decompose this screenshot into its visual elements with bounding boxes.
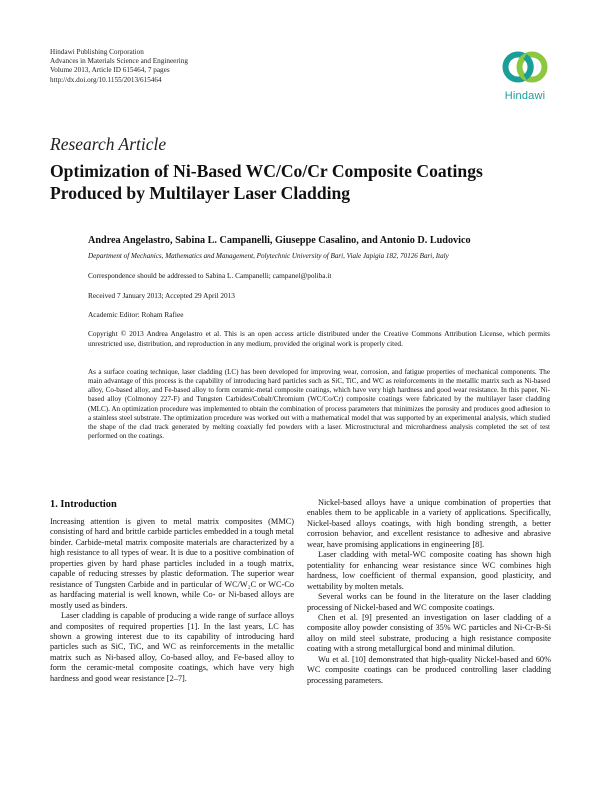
paragraph: Chen et al. [9] presented an investigation on laser cladding of a composite alloy powder consisting of 35% WC particles and Ni-Cr-B-Si alloy on mild steel substrate, producing a high resistance composite coating with a strong metallurgical bond and minimal dilution.	[307, 612, 551, 654]
academic-editor: Academic Editor: Roham Rafiee	[88, 310, 184, 319]
article-type: Research Article	[50, 134, 167, 154]
copyright-notice: Copyright © 2013 Andrea Angelastro et al. This is an open access article distributed under the Creative Commons Attribution License, which permits unrestricted use, distribution, and reproduction in any medium, provided the original work is properly cited.	[88, 329, 550, 348]
affiliation: Department of Mechanics, Mathematics and Management, Polytechnic University of Bari, Viale Japigia 182, 70126 Bari, Italy	[88, 252, 449, 260]
author-list: Andrea Angelastro, Sabina L. Campanelli, Giuseppe Casalino, and Antonio D. Ludovico	[88, 235, 471, 246]
hindawi-logo-text: Hindawi	[504, 90, 546, 102]
paragraph: Wu et al. [10] demonstrated that high-quality Nickel-based and 60% WC composite coatings can be produced controlling laser cladding processing parameters.	[307, 654, 551, 685]
paper-title: Optimization of Ni-Based WC/Co/Cr Composite Coatings Produced by Multilayer Laser Cladding	[50, 161, 483, 203]
paragraph: Laser cladding is capable of producing a wide range of surface alloys and composites of required properties [1]. In the last years, LC has shown a growing interest due to its capability of introducing hard particles such as SiC, TiC, and WC as reinforcements in the metallic matrix such as Ni-based alloy, Co-based alloy, and Fe-based alloy to form the ceramic-metal composite coatings, which have very high hardness and good wear resistance [2–7].	[50, 611, 294, 683]
paragraph: Several works can be found in the literature on the laser cladding processing of Nickel-based and WC composite coatings.	[307, 592, 551, 612]
body-column-left	[50, 517, 294, 684]
paragraph: Laser cladding with metal-WC composite coating has shown high potentiality for enhancing wear resistance since WC combines high hardness, low coefficient of thermal expansion, good plasticity, and wettability by molten metals.	[307, 550, 551, 591]
paragraph: Increasing attention is given to metal matrix composites (MMC) consisting of hard and brittle carbide particles embedded in a tough metal binder. Carbide-metal matrix composite materials are characterized by a high resistance to all types of wear. It is due to a positive combination of properties given by hard phase particles included in a tough matrix, capable of reducing stresses by plastic deformation. The superior wear resistance of Tungsten Carbide and in particular of WC/W₂C or WC-Co as hardfacing material is well known, while Co- or Ni-based alloys are mostly used as binders.	[50, 517, 294, 610]
body-column-right	[307, 498, 551, 686]
hindawi-logo-icon	[497, 48, 553, 86]
correspondence: Correspondence should be addressed to Sabina L. Campanelli; campanel@poliba.it	[88, 271, 332, 280]
journal-name-line: Advances in Materials Science and Engineering	[50, 57, 188, 66]
paragraph: Nickel-based alloys have a unique combination of properties that enables them to be applicable in a variety of applications. Specifically, Nickel-based alloys coatings, with high bonding strength, a better corrosion behavior, and excellent resistance to adhesive and abrasive wear, have promising applications in engineering [8].	[307, 498, 551, 549]
doi-line[interactable]: http://dx.doi.org/10.1155/2013/615464	[50, 75, 162, 84]
volume-line: Volume 2013, Article ID 615464, 7 pages	[50, 66, 170, 75]
hindawi-logo	[497, 48, 553, 102]
publisher-line: Hindawi Publishing Corporation	[50, 48, 144, 56]
abstract: As a surface coating technique, laser cladding (LC) has been developed for improving wear, corrosion, and fatigue properties of mechanical components. The main advantage of this process is the capability of introducing hard particles such as SiC, TiC, and WC as reinforcements in the metallic matrix such as Ni-based alloy, Co-based alloy, and Fe-based alloy to form ceramic-metal composite coatings, which have very high hardness and good wear resistance. In this paper, Ni-based alloy (Colmonoy 227-F) and Tungsten Carbides/Cobalt/Chromium (WC/Co/Cr) composite coatings were fabricated by the multilayer laser cladding (MLC). An optimization procedure was implemented to obtain the combination of process parameters that minimizes the porosity and produces good adhesion to a stainless steel substrate. The optimization procedure was worked out with a mathematical model that was supported by an experimental analysis, which studied the shape of the clad track generated by melting coaxially fed powders with a laser. Microstructural and microhardness analysis completed the set of test performed on the coatings.	[88, 368, 550, 441]
received-dates: Received 7 January 2013; Accepted 29 April 2013	[88, 291, 235, 300]
journal-header	[50, 48, 188, 85]
section-heading-introduction: 1. Introduction	[50, 499, 117, 510]
